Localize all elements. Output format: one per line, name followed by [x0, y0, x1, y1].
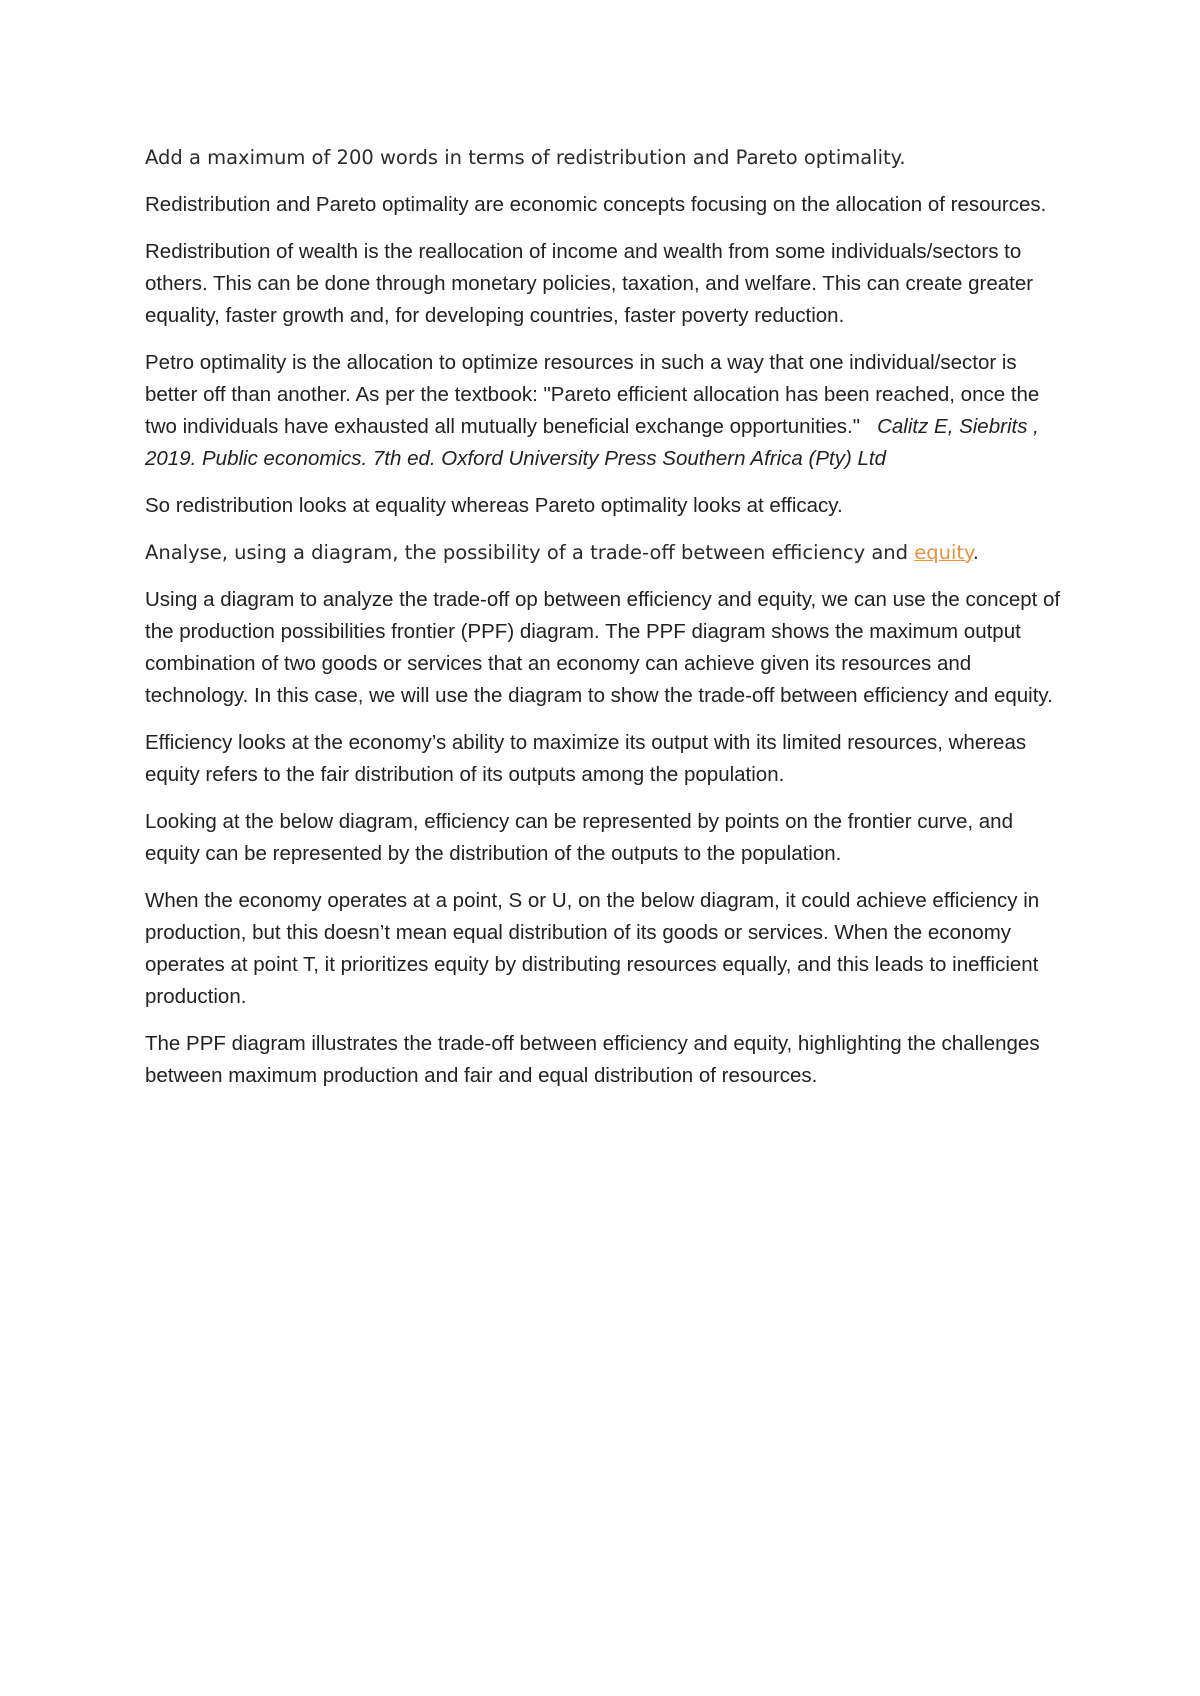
question-tradeoff-end: .	[972, 541, 979, 564]
question-tradeoff-text: Analyse, using a diagram, the possibility of a trade-off between efficiency and	[145, 541, 909, 564]
paragraph-diagram: Looking at the below diagram, efficiency can be represented by points on the frontier curve, and equity can be represented by the distribution of the outputs to the population.	[145, 810, 1013, 865]
paragraph-pareto	[145, 347, 1070, 475]
paragraph-intro: Redistribution and Pareto optimality are economic concepts focusing on the allocation of resources.	[145, 193, 1047, 216]
paragraph-efficiency: Efficiency looks at the economy’s ability to maximize its output with its limited resources, whereas equity refers to the fair distribution of its outputs among the population.	[145, 731, 1027, 786]
paragraph-conclusion: The PPF diagram illustrates the trade-off between efficiency and equity, highlighting the challenges between maximum production and fair and equal distribution of resources.	[145, 1032, 1040, 1087]
paragraph-points: When the economy operates at a point, S or U, on the below diagram, it could achieve efficiency in production, but this doesn’t mean equal distribution of its goods or services. When the economy operates at point T, it prioritizes equity by distributing resources equally, and this leads to inefficient production.	[145, 889, 1040, 1008]
question-redistribution: Add a maximum of 200 words in terms of redistribution and Pareto optimality.	[145, 146, 906, 169]
textbook-citation: Calitz E, Siebrits , 2019. Public economics. 7th ed. Oxford University Press Southern Africa (Pty) Ltd	[145, 415, 1039, 470]
document-body	[145, 142, 1070, 1107]
paragraph-summary: So redistribution looks at equality whereas Pareto optimality looks at efficacy.	[145, 494, 843, 517]
question-tradeoff	[145, 537, 1070, 569]
paragraph-ppf: Using a diagram to analyze the trade-off op between efficiency and equity, we can use the concept of the production possibilities frontier (PPF) diagram. The PPF diagram shows the maximum output combination of two goods or services that an economy can achieve given its resources and technology. In this case, we will use the diagram to show the trade-off between efficiency and equity.	[145, 588, 1061, 707]
paragraph-redistribution: Redistribution of wealth is the reallocation of income and wealth from some individuals/sectors to others. This can be done through monetary policies, taxation, and welfare. This can create greater equality, faster growth and, for developing countries, faster poverty reduction.	[145, 240, 1034, 327]
equity-link[interactable]: equity	[914, 541, 973, 564]
pareto-text: Petro optimality is the allocation to optimize resources in such a way that one individual/sector is better off than another. As per the textbook: "Pareto efficient allocation has been reached, once the two individuals have exhausted all mutually beneficial exchange opportunities."	[145, 351, 1040, 438]
